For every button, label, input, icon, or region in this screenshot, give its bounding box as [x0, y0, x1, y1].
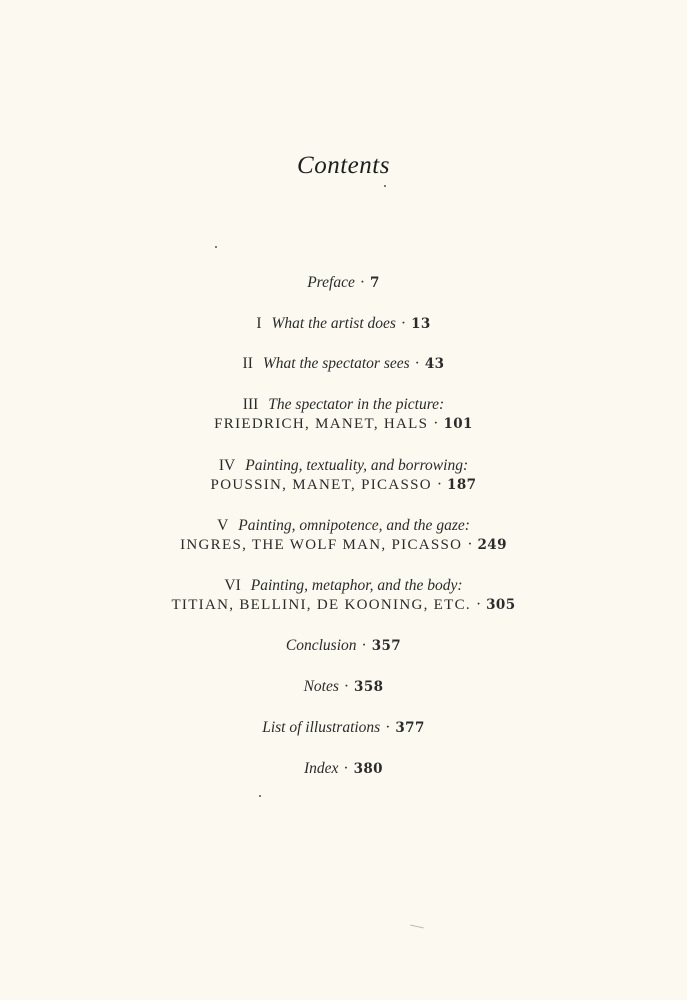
toc-entry-preface	[0, 273, 687, 293]
page-title: Contents	[297, 152, 390, 179]
separator-dot: ·	[475, 596, 482, 613]
chapter-numeral: I	[256, 315, 262, 332]
entry-subtitle: INGRES, THE WOLF MAN, PICASSO	[180, 537, 463, 553]
entry-page: 380	[353, 761, 383, 777]
entry-title: Painting, textuality, and borrowing:	[245, 457, 469, 474]
entry-page: 357	[371, 638, 402, 654]
entry-title: Index	[304, 760, 339, 777]
toc-entry-conclusion	[0, 636, 687, 656]
separator-dot: ·	[414, 355, 420, 372]
toc-entry-chapter-4	[0, 456, 687, 495]
toc-entry-index	[0, 759, 687, 779]
paper-speck	[259, 795, 261, 797]
entry-page: 43	[424, 356, 445, 372]
toc-entry-chapter-2	[0, 354, 687, 374]
toc-entry-chapter-3	[0, 395, 687, 434]
separator-dot: ·	[436, 476, 443, 493]
entry-title: Notes	[303, 678, 339, 695]
toc-entry-chapter-6	[0, 576, 687, 615]
toc-entry-list-of-illustrations	[0, 718, 687, 738]
entry-page: 377	[395, 720, 425, 736]
entry-subtitle: TITIAN, BELLINI, DE KOONING, ETC.	[171, 597, 471, 613]
entry-subtitle: POUSSIN, MANET, PICASSO	[210, 477, 432, 493]
separator-dot: ·	[343, 678, 350, 695]
separator-dot: ·	[400, 315, 407, 332]
chapter-numeral: VI	[224, 577, 241, 594]
entry-page: 358	[354, 679, 384, 695]
paper-mark	[410, 925, 424, 929]
toc-entry-chapter-5	[0, 516, 687, 555]
entry-page: 305	[486, 597, 516, 613]
chapter-numeral: III	[242, 396, 259, 413]
entry-page: 187	[447, 477, 477, 493]
entry-title: List of illustrations	[262, 719, 381, 736]
separator-dot: ·	[385, 719, 391, 736]
separator-dot: ·	[467, 536, 473, 553]
separator-dot: ·	[359, 274, 365, 291]
entry-subtitle: FRIEDRICH, MANET, HALS	[214, 416, 429, 432]
chapter-numeral: II	[242, 355, 253, 372]
entry-page: 101	[443, 416, 473, 432]
separator-dot: ·	[343, 760, 349, 777]
entry-page: 13	[411, 316, 431, 332]
entry-page: 7	[370, 275, 380, 291]
entry-page: 249	[477, 537, 507, 553]
chapter-numeral: IV	[218, 457, 236, 474]
paper-speck	[215, 246, 217, 248]
separator-dot: ·	[433, 415, 439, 432]
entry-title: What the artist does	[271, 315, 396, 332]
entry-title: Conclusion	[285, 637, 357, 654]
paper-speck	[384, 185, 386, 187]
entry-title: What the spectator sees	[262, 355, 410, 372]
separator-dot: ·	[361, 637, 367, 654]
chapter-numeral: V	[217, 517, 229, 534]
toc-entry-notes	[0, 677, 687, 697]
entry-title: The spectator in the picture:	[268, 396, 445, 413]
entry-title: Painting, omnipotence, and the gaze:	[238, 517, 470, 534]
entry-title: Painting, metaphor, and the body:	[250, 577, 463, 594]
entry-title: Preface	[307, 274, 355, 291]
toc-entry-chapter-1	[0, 314, 687, 334]
